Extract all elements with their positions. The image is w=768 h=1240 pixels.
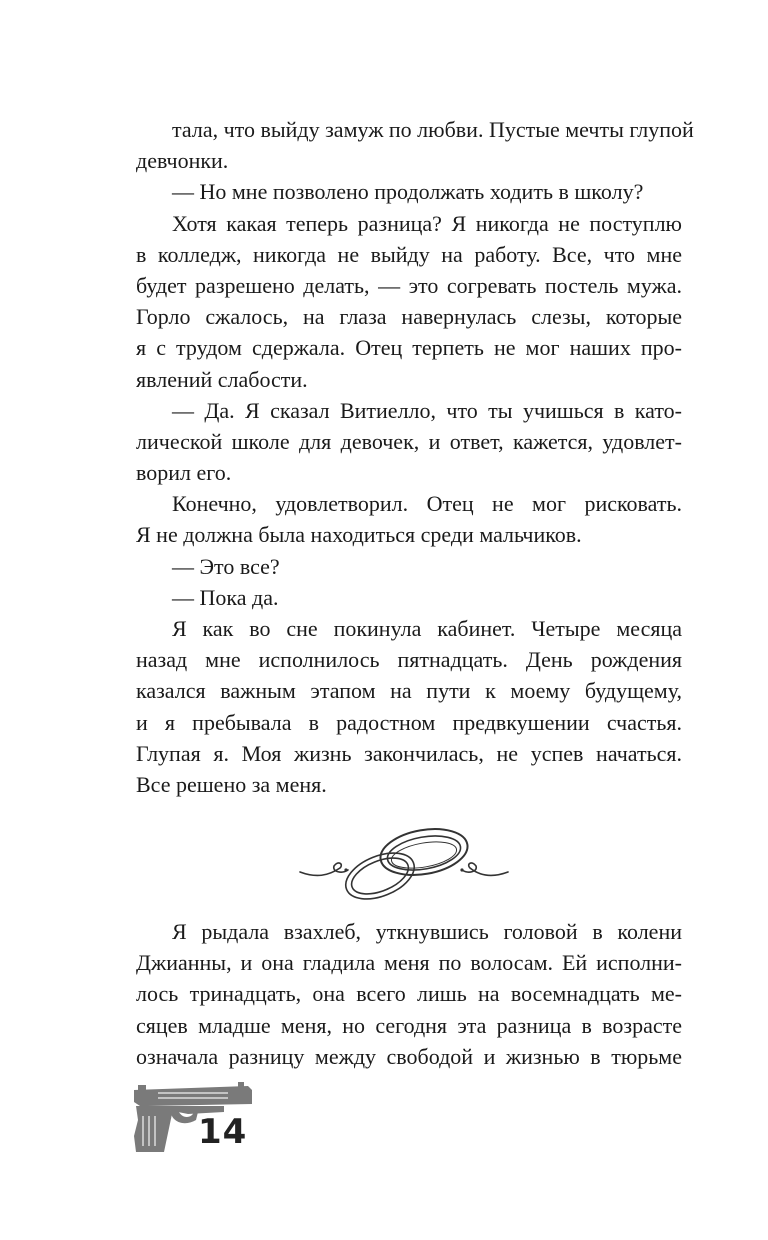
wedding-rings-icon bbox=[298, 822, 510, 912]
text-line: Хотя какая теперь разница? Я никогда не поступлю bbox=[172, 210, 682, 236]
text-line: Я как во сне покинула кабинет. Четыре месяца bbox=[172, 616, 682, 641]
text-line: Я не должна была находиться среди мальчиков. bbox=[136, 522, 582, 548]
text-line: тала, что выйду замуж по любви. Пустые мечты глупой bbox=[172, 117, 694, 142]
text-line: — Но мне позволено продолжать ходить в школу? bbox=[172, 179, 644, 205]
text-line: казался важным этапом на пути к моему будущему, bbox=[136, 678, 682, 704]
text-line: лической школе для девочек, и ответ, кажется, удовлет- bbox=[136, 428, 682, 454]
text-line: — Да. Я сказал Витиелло, что ты учишься в като- bbox=[172, 397, 682, 423]
text-block-bottom bbox=[136, 916, 682, 1072]
page-number: 14 bbox=[198, 1112, 248, 1152]
text-line: Глупая я. Моя жизнь закончилась, не успев начаться. bbox=[136, 740, 682, 766]
text-line: явлений слабости. bbox=[136, 366, 308, 392]
text-line: лось тринадцать, она всего лишь на восемнадцать ме- bbox=[136, 981, 682, 1007]
text-line: Конечно, удовлетворил. Отец не мог рисковать. bbox=[172, 491, 682, 517]
text-line: Я рыдала взахлеб, уткнувшись головой в колени bbox=[172, 919, 682, 944]
text-line: — Пока да. bbox=[172, 584, 279, 610]
text-line: я с трудом сдержала. Отец терпеть не мог наших про- bbox=[136, 335, 682, 361]
text-block-top bbox=[136, 114, 694, 800]
text-line: и я пребывала в радостном предвкушении счастья. bbox=[136, 709, 682, 735]
text-line: будет разрешено делать, — это согревать постель мужа. bbox=[136, 272, 682, 298]
text-line: в колледж, никогда не выйду на работу. Все, что мне bbox=[136, 241, 682, 267]
text-line: означала разницу между свободой и жизнью в тюрьме bbox=[136, 1043, 682, 1069]
text-line: девчонки. bbox=[136, 148, 229, 174]
text-line: — Это все? bbox=[172, 553, 280, 579]
text-line: Все решено за меня. bbox=[136, 771, 327, 797]
text-line: сяцев младше меня, но сегодня эта разница в возрасте bbox=[136, 1012, 682, 1038]
text-line: Горло сжалось, на глаза навернулась слезы, которые bbox=[136, 304, 682, 330]
text-line: назад мне исполнилось пятнадцать. День рождения bbox=[136, 647, 682, 673]
text-line: ворил его. bbox=[136, 460, 232, 486]
text-line: Джианны, и она гладила меня по волосам. Ей исполни- bbox=[136, 950, 682, 976]
